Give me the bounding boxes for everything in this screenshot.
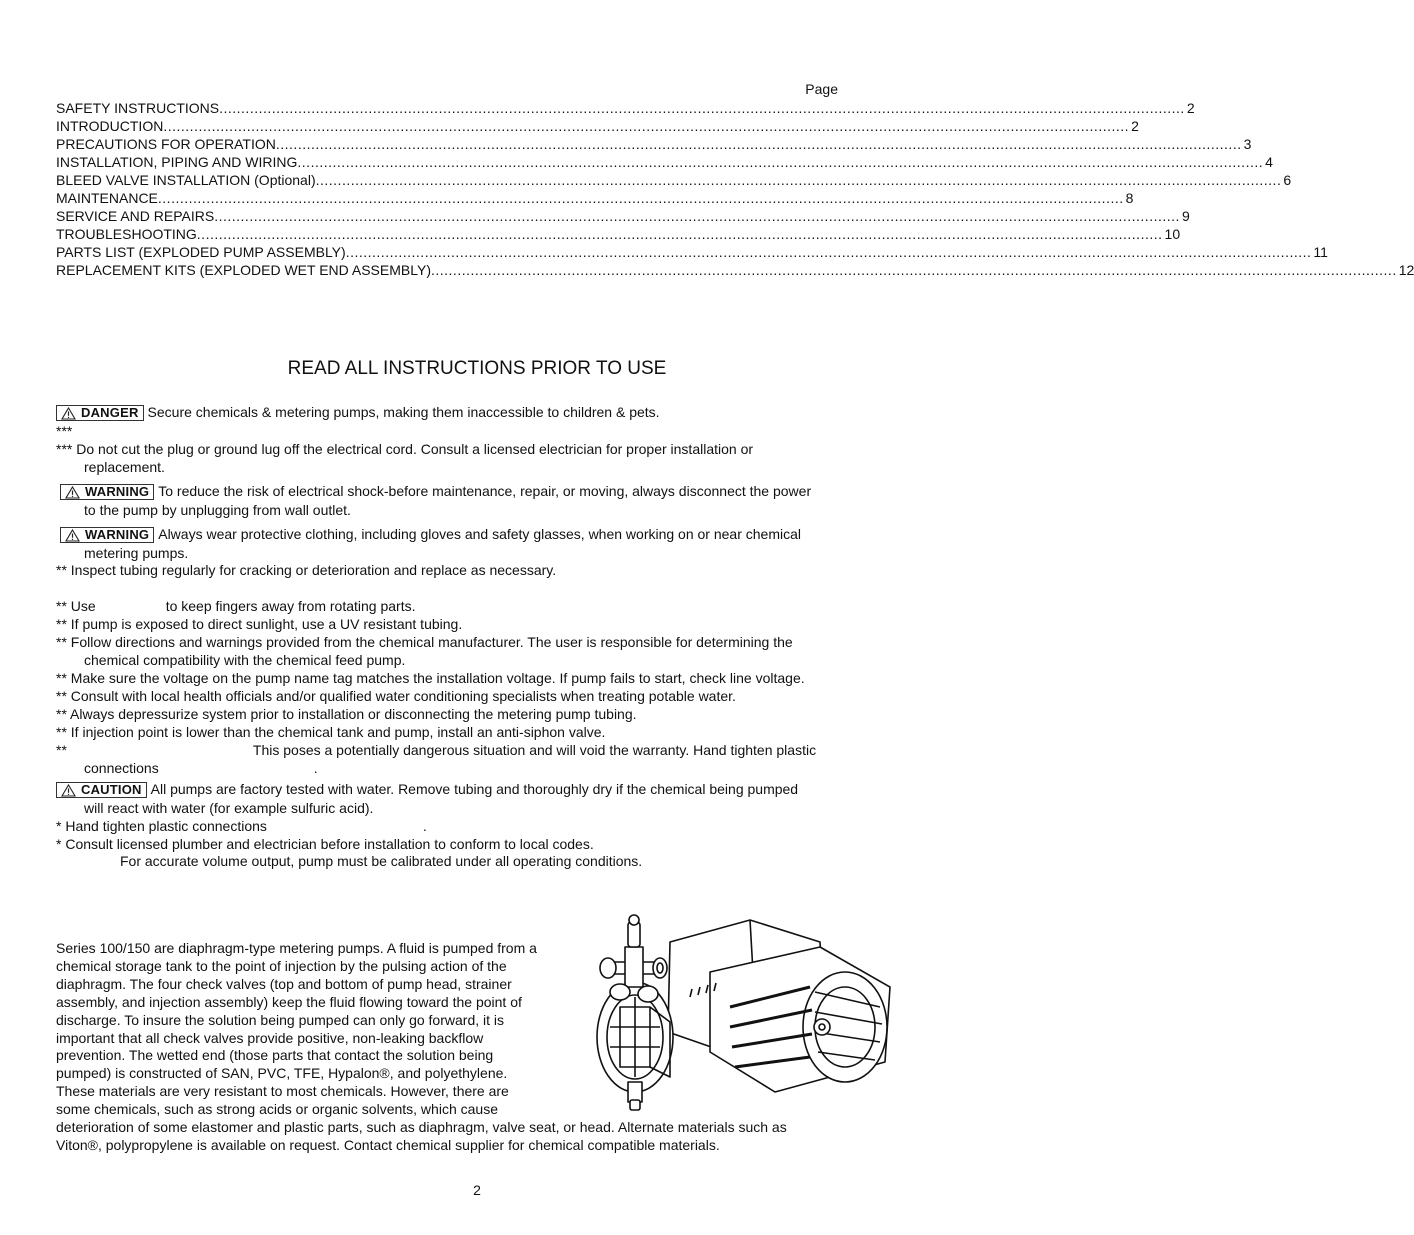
hand-tighten-a: * Hand tighten plastic connections bbox=[56, 818, 267, 834]
toc-entry bbox=[56, 225, 1181, 243]
toc-entry-page: 2 bbox=[1131, 118, 1139, 134]
voltage-note: ** Make sure the voltage on the pump name tag matches the installation voltage. If pump fails to start, check line voltage. bbox=[56, 670, 805, 686]
guard-note-a: ** Use bbox=[56, 598, 96, 614]
toc-entry-title: SAFETY INSTRUCTIONS bbox=[56, 100, 220, 116]
warning-triangle-icon bbox=[65, 486, 80, 499]
intro-line: deterioration of some elastomer and plastic parts, such as diaphragm, valve seat, or head. Alternate materials such as bbox=[56, 1119, 787, 1135]
page-number: 2 bbox=[473, 1182, 481, 1198]
intro-line: prevention. The wetted end (those parts that contact the solution being bbox=[56, 1047, 494, 1063]
toc-entry-title: PRECAUTIONS FOR OPERATION bbox=[56, 136, 276, 152]
toc-entry-page: 11 bbox=[1313, 244, 1328, 260]
guard-note bbox=[56, 597, 415, 615]
intro-line: Viton®, polypropylene is available on request. Contact chemical supplier for chemical compatible materials. bbox=[56, 1137, 720, 1153]
toc-entry-page: 4 bbox=[1265, 154, 1273, 170]
toc-entry-title: INTRODUCTION bbox=[56, 118, 164, 134]
toc-leader-dots: ............................................................................................................................................................................................................................ bbox=[163, 118, 1130, 134]
manufacturer-note-cont: chemical compatibility with the chemical feed pump. bbox=[84, 652, 406, 668]
warning-badge bbox=[60, 527, 154, 543]
intro-line: important that all check valves provide positive, non-leaking backflow bbox=[56, 1030, 484, 1046]
toc-entry-title: REPLACEMENT KITS (EXPLODED WET END ASSEMBLY) bbox=[56, 262, 431, 278]
toc-entry-title: TROUBLESHOOTING bbox=[56, 226, 197, 242]
caution-text-cont: will react with water (for example sulfuric acid). bbox=[84, 800, 374, 816]
toc-entry-page: 3 bbox=[1243, 136, 1252, 152]
toc-entry-title: MAINTENANCE bbox=[56, 190, 158, 206]
toc-entry-title: INSTALLATION, PIPING AND WIRING bbox=[56, 154, 298, 170]
toc-leader-dots: ............................................................................................................................................................................................................................ bbox=[196, 226, 1163, 242]
toc-leader-dots: ............................................................................................................................................................................................................................ bbox=[315, 172, 1282, 188]
caution-label: CAUTION bbox=[81, 782, 142, 798]
warning-text-1: To reduce the risk of electrical shock-before maintenance, repair, or moving, always disconnect the power bbox=[158, 483, 812, 499]
toc-entry bbox=[56, 261, 1414, 279]
hand-tighten-b: . bbox=[422, 818, 427, 834]
warning-badge bbox=[60, 484, 154, 500]
intro-line: pumped) is constructed of SAN, PVC, TFE, Hypalon®, and polyethylene. bbox=[56, 1065, 508, 1081]
toc-entry-page: 8 bbox=[1125, 190, 1134, 206]
safety-heading: READ ALL INSTRUCTIONS PRIOR TO USE bbox=[287, 358, 667, 379]
toc-entry-page: 10 bbox=[1164, 226, 1181, 242]
warning-text-2-cont: metering pumps. bbox=[84, 545, 189, 561]
warranty-note-a: ** bbox=[56, 742, 67, 758]
toc-leader-dots: ............................................................................................................................................................................................................................ bbox=[157, 190, 1124, 206]
toc-entry bbox=[56, 207, 1190, 225]
caution-text: All pumps are factory tested with water. Remove tubing and thoroughly dry if the chemical being pumped bbox=[150, 781, 799, 797]
toc-entry bbox=[56, 117, 1139, 135]
danger-label: DANGER bbox=[81, 405, 139, 421]
toc-entry-page: 12 bbox=[1398, 262, 1414, 278]
intro-line: chemical storage tank to the point of injection by the pulsing action of the bbox=[56, 958, 507, 974]
toc-entry bbox=[56, 153, 1273, 171]
toc-leader-dots: ............................................................................................................................................................................................................................ bbox=[214, 208, 1180, 224]
warning-line-1 bbox=[60, 482, 811, 500]
anti-siphon-note: ** If injection point is lower than the chemical tank and pump, install an anti-siphon valve. bbox=[56, 724, 606, 740]
toc-entry bbox=[56, 99, 1195, 117]
cord-warning-cont: replacement. bbox=[84, 459, 165, 475]
toc-entry bbox=[56, 189, 1134, 207]
plumber-note: * Consult licensed plumber and electrician before installation to conform to local codes. bbox=[56, 836, 594, 852]
guard-note-b: to keep fingers away from rotating parts. bbox=[165, 598, 416, 614]
toc-entry-page: 2 bbox=[1186, 100, 1195, 116]
caution-line bbox=[56, 780, 798, 798]
toc-leader-dots: ............................................................................................................................................................................................................................ bbox=[219, 100, 1185, 116]
danger-badge bbox=[56, 405, 144, 421]
caution-badge bbox=[56, 782, 147, 798]
intro-line: diaphragm. The four check valves (top and bottom of pump head, strainer bbox=[56, 976, 512, 992]
calibration-note: For accurate volume output, pump must be calibrated under all operating conditions. bbox=[120, 853, 643, 869]
toc-leader-dots: ............................................................................................................................................................................................................................ bbox=[430, 262, 1397, 278]
warranty-note-cont bbox=[84, 759, 318, 777]
toc-entry bbox=[56, 171, 1292, 189]
asterisk-line: *** bbox=[56, 423, 73, 439]
warning-triangle-icon bbox=[61, 784, 76, 797]
warranty-note-c: connections bbox=[84, 760, 159, 776]
toc-leader-dots: ............................................................................................................................................................................................................................ bbox=[275, 136, 1242, 152]
warning-text-2: Always wear protective clothing, including gloves and safety glasses, when working on or near chemical bbox=[158, 526, 802, 542]
toc-leader-dots: ............................................................................................................................................................................................................................ bbox=[297, 154, 1264, 170]
toc-entry bbox=[56, 135, 1252, 153]
hand-tighten-note bbox=[56, 817, 427, 835]
sunlight-note: ** If pump is exposed to direct sunlight, use a UV resistant tubing. bbox=[56, 616, 463, 632]
warning-label: WARNING bbox=[85, 484, 150, 500]
warranty-note-d: . bbox=[313, 760, 318, 776]
tubing-note: ** Inspect tubing regularly for cracking or deterioration and replace as necessary. bbox=[56, 562, 557, 578]
health-note: ** Consult with local health officials and/or qualified water conditioning specialists when treating potable water. bbox=[56, 688, 736, 704]
intro-line: some chemicals, such as strong acids or organic solvents, which cause bbox=[56, 1101, 498, 1117]
warning-line-2 bbox=[60, 525, 801, 543]
warning-triangle-icon bbox=[65, 529, 80, 542]
intro-line: These materials are very resistant to most chemicals. However, there are bbox=[56, 1083, 509, 1099]
warning-text-1-cont: to the pump by unplugging from wall outlet. bbox=[84, 502, 351, 518]
depressurize-note: ** Always depressurize system prior to installation or disconnecting the metering pump tubing. bbox=[56, 706, 637, 722]
warning-triangle-icon bbox=[61, 407, 76, 420]
cord-warning: *** Do not cut the plug or ground lug off the electrical cord. Consult a licensed electrician for proper installation or bbox=[56, 441, 754, 457]
toc-entry-title: BLEED VALVE INSTALLATION (Optional) bbox=[56, 172, 316, 188]
danger-text: Secure chemicals & metering pumps, making them inaccessible to children & pets. bbox=[147, 404, 660, 420]
manufacturer-note: ** Follow directions and warnings provided from the chemical manufacturer. The user is responsible for determining the bbox=[56, 634, 793, 650]
toc-entry bbox=[56, 243, 1328, 261]
intro-line: discharge. To insure the solution being pumped can only go forward, it is bbox=[56, 1012, 505, 1028]
intro-line: Series 100/150 are diaphragm-type metering pumps. A fluid is pumped from a bbox=[56, 940, 537, 956]
toc-leader-dots: ............................................................................................................................................................................................................................ bbox=[345, 244, 1312, 260]
warranty-note-b: This poses a potentially dangerous situation and will void the warranty. Hand tighten plastic bbox=[252, 742, 817, 758]
toc-page-header: Page bbox=[805, 81, 838, 97]
danger-line bbox=[56, 403, 660, 421]
toc-entry-title: PARTS LIST (EXPLODED PUMP ASSEMBLY) bbox=[56, 244, 346, 260]
warranty-note bbox=[56, 741, 816, 759]
table-of-contents bbox=[56, 99, 1414, 279]
toc-entry-title: SERVICE AND REPAIRS bbox=[56, 208, 215, 224]
metering-pump-illustration bbox=[590, 912, 895, 1112]
warning-label: WARNING bbox=[85, 527, 150, 543]
intro-line: assembly, and injection assembly) keep the fluid flowing toward the point of bbox=[56, 994, 522, 1010]
toc-entry-page: 9 bbox=[1181, 208, 1190, 224]
toc-entry-page: 6 bbox=[1283, 172, 1292, 188]
